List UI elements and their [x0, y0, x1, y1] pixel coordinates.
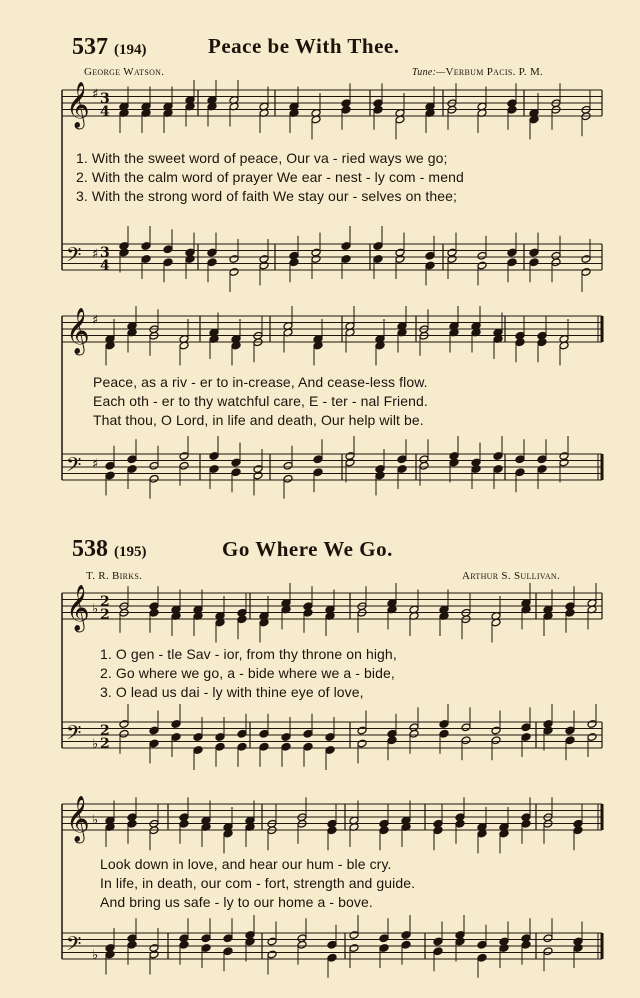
time-signature: 3 [100, 245, 110, 261]
verse-line: Each oth - er to thy watchful care, E - ter - nal Friend. [93, 393, 428, 409]
time-signature: 2 [100, 594, 110, 610]
bass-clef-icon: 𝄢 [66, 243, 82, 271]
hymn-tune: Tune:—Verbum Pacis. P. M. [412, 66, 544, 78]
verse-line: That thou, O Lord, in life and death, Our help wilt be. [93, 412, 424, 428]
time-signature: 3 [100, 91, 110, 107]
verse-line: 1. With the sweet word of peace, Our va - ried ways we go; [76, 150, 448, 166]
hymn-composer: Arthur S. Sullivan. [462, 570, 561, 582]
verse-line: In life, in death, our com - fort, strength and guide. [100, 875, 416, 891]
verse-line: 3. With the strong word of faith We stay our - selves on thee; [76, 188, 458, 204]
time-signature: 2 [100, 723, 110, 739]
key-signature: ♯ [92, 457, 99, 472]
verse-line: 3. O lead us dai - ly with thine eye of love, [100, 684, 364, 700]
time-signature: 4 [100, 258, 110, 274]
key-signature: ♭ [92, 737, 99, 752]
verse-line: And bring us safe - ly to our home a - bove. [100, 894, 373, 910]
hymn-title: Go Where We Go. [222, 537, 393, 561]
treble-clef-icon: 𝄞 [66, 82, 90, 128]
hymn-author: George Watson. [84, 66, 165, 78]
time-signature: 4 [100, 104, 110, 120]
key-signature: ♯ [92, 87, 99, 102]
hymn-alt-number: (194) [114, 42, 147, 58]
key-signature: ♯ [92, 247, 99, 262]
hymn-number-538: 538 (195) [72, 536, 147, 562]
key-signature: ♯ [92, 313, 99, 328]
treble-clef-icon: 𝄞 [66, 308, 90, 354]
treble-clef-icon: 𝄞 [66, 585, 90, 631]
time-signature: 2 [100, 736, 110, 752]
verse-line: Look down in love, and hear our hum - ble cry. [100, 856, 392, 872]
bass-clef-icon: 𝄢 [66, 453, 82, 481]
bass-clef-icon: 𝄢 [66, 932, 82, 960]
hymn-alt-number: (195) [114, 544, 147, 560]
key-signature: ♭ [92, 948, 99, 963]
time-signature: 2 [100, 607, 110, 623]
key-signature: ♭ [92, 602, 99, 617]
hymn-title: Peace be With Thee. [208, 34, 400, 58]
verse-line: Peace, as a riv - er to in-crease, And cease-less flow. [93, 374, 428, 390]
key-signature: ♭ [92, 813, 99, 828]
treble-clef-icon: 𝄞 [66, 796, 90, 842]
hymn-author: T. R. Birks. [86, 570, 143, 582]
verse-line: 1. O gen - tle Sav - ior, from thy throne on high, [100, 646, 397, 662]
verse-line: 2. Go where we go, a - bide where we a - bide, [100, 665, 395, 681]
hymn-number-537: 537 (194) [72, 34, 147, 60]
bass-clef-icon: 𝄢 [66, 721, 82, 749]
verse-line: 2. With the calm word of prayer We ear - nest - ly com - mend [76, 169, 464, 185]
